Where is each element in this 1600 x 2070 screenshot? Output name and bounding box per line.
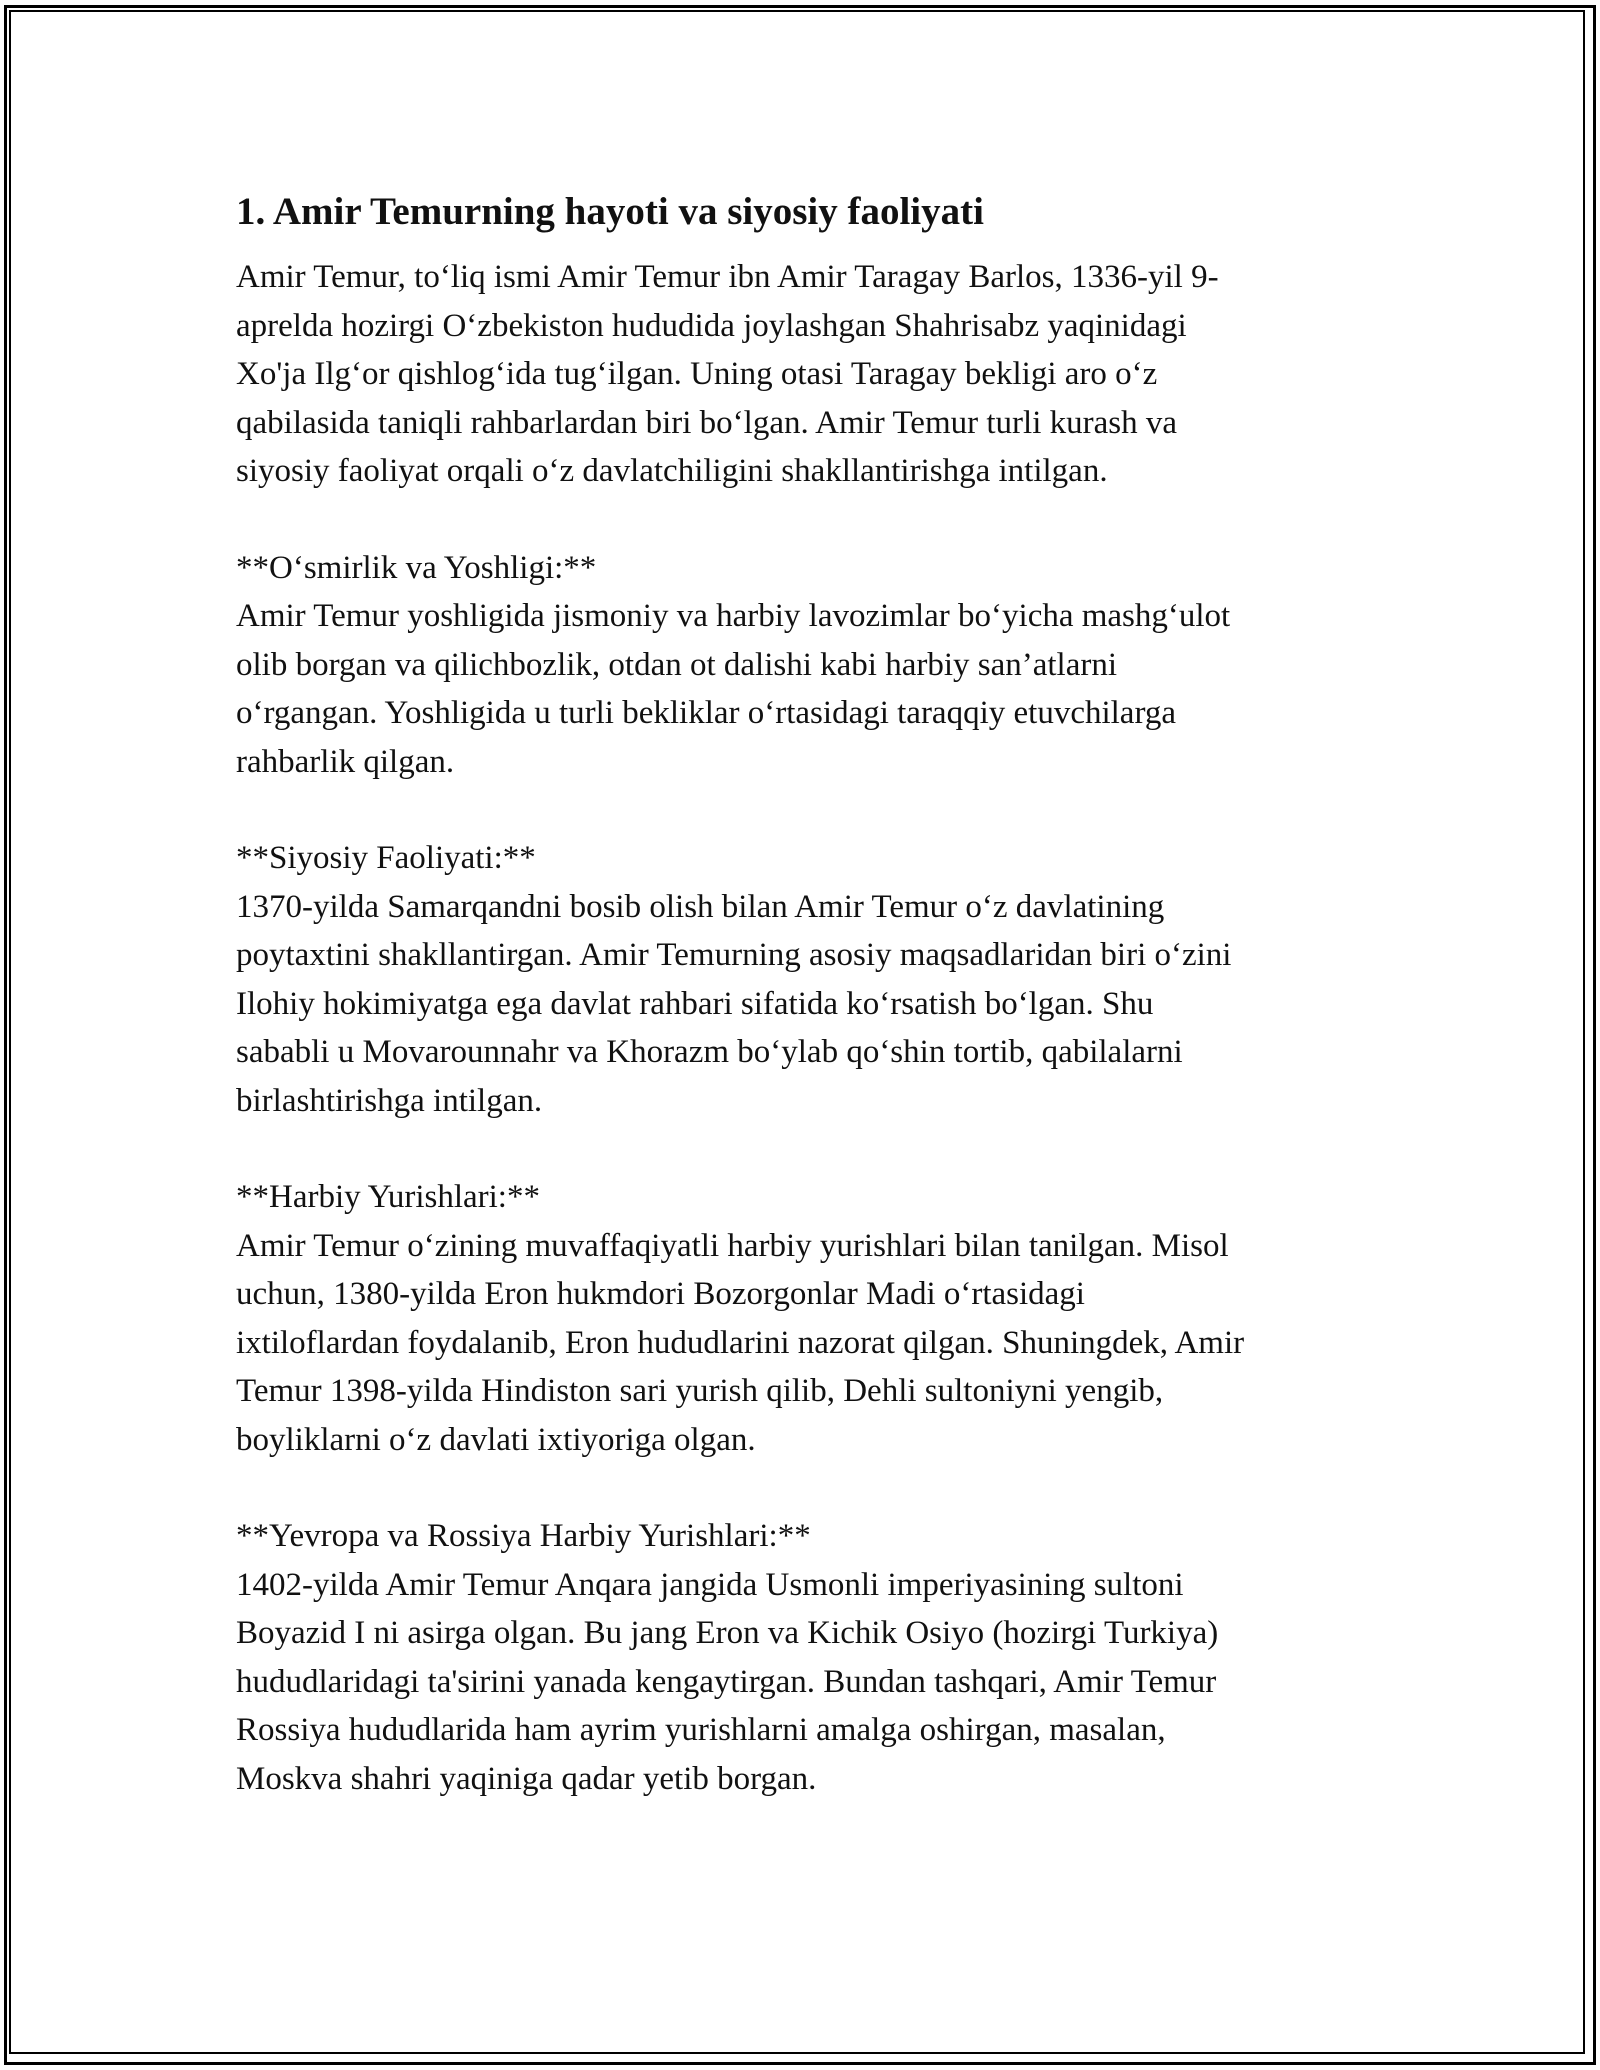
section-political-activity — [236, 834, 1366, 1125]
section-paragraph — [236, 883, 1366, 1126]
intro-line: aprelda hozirgi O‘zbekiston hududida joylashgan Shahrisabz yaqinidagi — [236, 307, 1187, 344]
paragraph-line: poytaxtini shakllantirgan. Amir Temurning asosiy maqsadlaridan biri o‘zini — [236, 937, 1232, 973]
section-paragraph — [236, 1222, 1366, 1465]
paragraph-line: rahbarlik qilgan. — [236, 743, 455, 780]
paragraph-line: 1402-yilda Amir Temur Anqara jangida Usmonli imperiyasining sultoni — [236, 1566, 1184, 1603]
paragraph-line: hududlaridagi ta'sirini yanada kengaytirgan. Bundan tashqari, Amir Temur — [236, 1663, 1217, 1700]
paragraph-line: sababli u Movarounnahr va Khorazm bo‘ylab qo‘shin tortib, qabilalarni — [236, 1034, 1183, 1070]
paragraph-line: uchun, 1380-yilda Eron hukmdori Bozorgonlar Madi o‘rtasidagi — [236, 1276, 1085, 1312]
paragraph-line: Temur 1398-yilda Hindiston sari yurish qilib, Dehli sultoniyni yengib, — [236, 1373, 1164, 1409]
paragraph-line: ixtiloflardan foydalanib, Eron hududlarini nazorat qilgan. Shuningdek, Amir — [236, 1324, 1245, 1361]
intro-line: Xo'ja Ilg‘or qishlog‘ida tug‘ilgan. Uning otasi Taragay bekligi aro o‘z — [236, 356, 1158, 392]
intro-line: siyosiy faoliyat orqali o‘z davlatchiligini shakllantirishga intilgan. — [236, 453, 1108, 489]
paragraph-line: olib borgan va qilichbozlik, otdan ot dalishi kabi harbiy san’atlarni — [236, 646, 1118, 683]
section-heading: **O‘smirlik va Yoshligi:** — [236, 549, 597, 586]
paragraph-line: Amir Temur o‘zining muvaffaqiyatli harbiy yurishlari bilan tanilgan. Misol — [236, 1227, 1229, 1264]
section-paragraph — [236, 1561, 1366, 1804]
paragraph-line: o‘rgangan. Yoshligida u turli bekliklar o‘rtasidagi taraqqiy etuvchilarga — [236, 695, 1176, 731]
document-title: 1. Amir Temurning hayoti va siyosiy faoliyati — [236, 190, 984, 233]
section-military-campaigns — [236, 1173, 1366, 1464]
paragraph-line: Amir Temur yoshligida jismoniy va harbiy lavozimlar bo‘yicha mashg‘ulot — [236, 598, 1231, 634]
section-paragraph — [236, 592, 1366, 786]
intro-paragraph — [236, 253, 1366, 496]
paragraph-line: Boyazid I ni asirga olgan. Bu jang Eron va Kichik Osiyo (hozirgi Turkiya) — [236, 1615, 1219, 1651]
intro-line: qabilasida taniqli rahbarlardan biri bo‘lgan. Amir Temur turli kurash va — [236, 404, 1177, 441]
section-heading: **Harbiy Yurishlari:** — [236, 1179, 540, 1215]
section-heading: **Siyosiy Faoliyati:** — [236, 840, 536, 876]
paragraph-line: 1370-yilda Samarqandni bosib olish bilan Amir Temur o‘z davlatining — [236, 888, 1165, 925]
section-europe-russia-campaigns — [236, 1512, 1366, 1803]
section-youth — [236, 544, 1366, 787]
paragraph-line: Rossiya hududlarida ham ayrim yurishlarni amalga oshirgan, masalan, — [236, 1712, 1166, 1748]
paragraph-line: birlashtirishga intilgan. — [236, 1082, 543, 1119]
paragraph-line: Moskva shahri yaqiniga qadar yetib borgan. — [236, 1760, 817, 1797]
section-heading: **Yevropa va Rossiya Harbiy Yurishlari:** — [236, 1518, 811, 1554]
intro-line: Amir Temur, to‘liq ismi Amir Temur ibn Amir Taragay Barlos, 1336-yil 9- — [236, 259, 1219, 295]
paragraph-line: Ilohiy hokimiyatga ega davlat rahbari sifatida ko‘rsatish bo‘lgan. Shu — [236, 985, 1154, 1022]
paragraph-line: boyliklarni o‘z davlati ixtiyoriga olgan. — [236, 1421, 756, 1458]
document-body — [236, 184, 1366, 1803]
